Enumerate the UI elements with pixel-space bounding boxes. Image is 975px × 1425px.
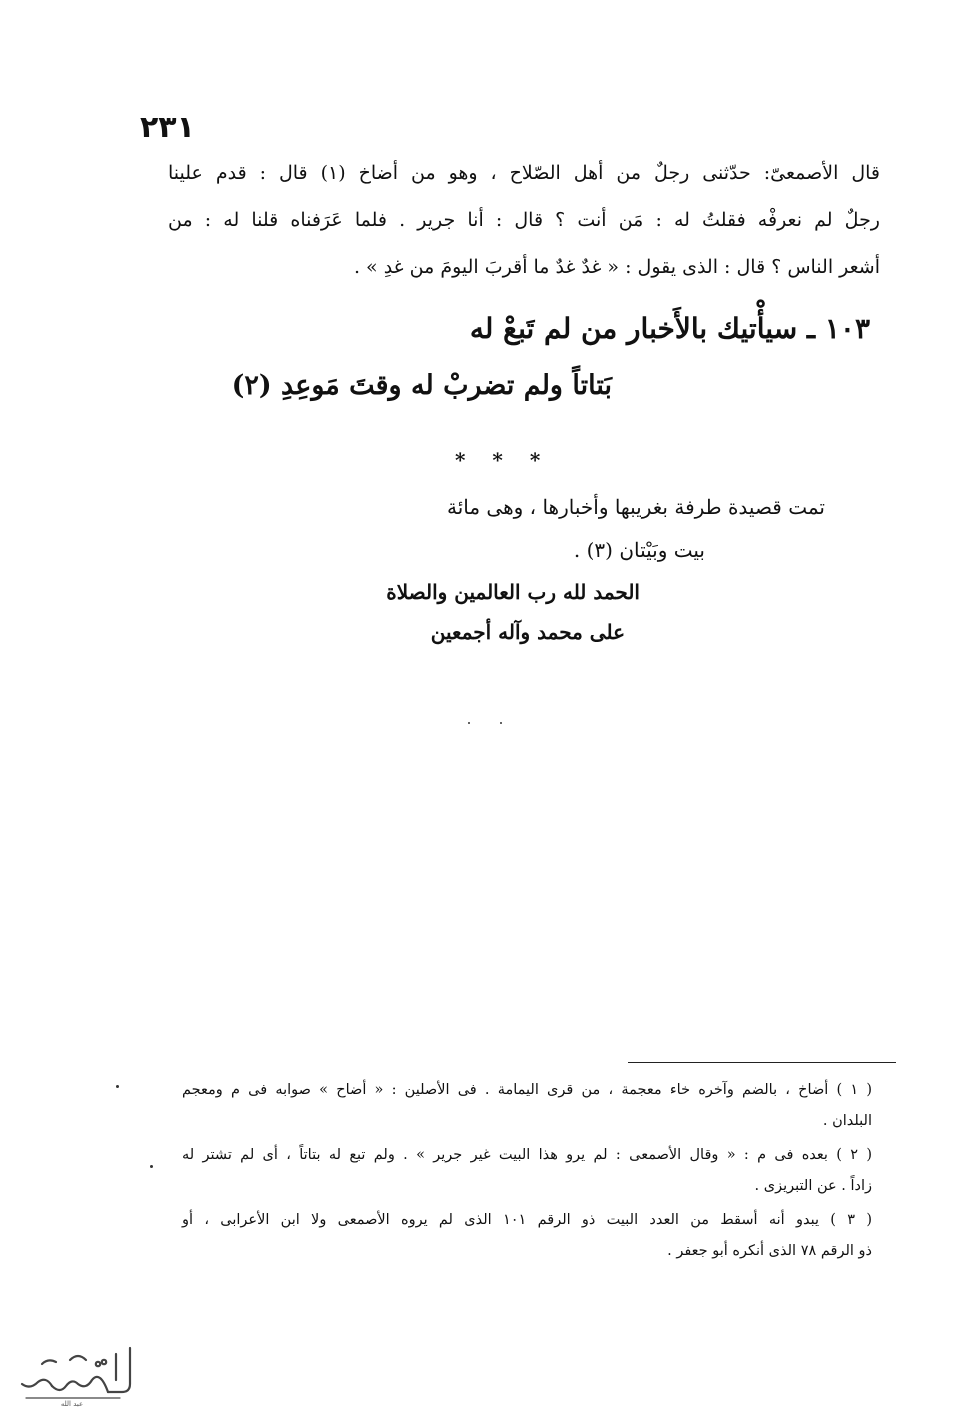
colophon-line: بيت وبَيْتان (٣) . [573, 538, 705, 562]
footnote-2-line: ( ٢ ) بعده فى م : « وقال الأصمعى : لم يرو هذا البيت غير جرير » . ولم تبع له بتاتاً ، أى لم تشتر له [182, 1147, 872, 1163]
footnote-3-line: ( ٣ ) يبدو أنه أسقط من العدد البيت ذو الرقم ١٠١ الذى لم يروه الأصمعى ولا ابن الأعرابى ، أو [182, 1212, 872, 1228]
footnote-3-line: ذو الرقم ٧٨ الذى أنكره أبو جعفر . [667, 1243, 872, 1259]
section-separator: * * * [455, 448, 551, 472]
calligraphy-logo [12, 1340, 142, 1408]
anecdote-paragraph [168, 150, 880, 291]
footnotes [182, 1075, 872, 1267]
scan-speck [500, 722, 502, 724]
logo-subtext: عبد الله [60, 1400, 84, 1408]
colophon-line: الحمد لله رب العالمين والصلاة [386, 580, 640, 604]
scan-speck [116, 1085, 119, 1088]
footnote-divider [628, 1062, 896, 1063]
footnote-2-line: زاداً . عن التبريزى . [754, 1178, 872, 1194]
footnote-1-line: البلدان . [822, 1113, 872, 1129]
colophon-line: على محمد وآله أجمعين [430, 620, 625, 644]
colophon-line: تمت قصيدة طرفة بغريبها وأخبارها ، وهى مائة [446, 495, 825, 519]
paragraph-line: أشعر الناس ؟ قال : الذى يقول : « غدٌ غدٌ ما أقربَ اليومَ من غدِ » . [353, 256, 880, 278]
paragraph-line: قال الأصمعىّ: حدّثنى رجلٌ من أهل الصّلاح ، وهو من أضاخ (١) قال : قدم علينا [168, 162, 880, 184]
verse-line-second: بَتاتاً ولم تضربْ له وقتَ مَوعِدِ (٢) [231, 370, 612, 401]
scan-speck [150, 1165, 153, 1168]
page-number: ٢٣١ [140, 110, 195, 145]
paragraph-line: رجلٌ لم نعرفْه فقلتُ له : مَن أنت ؟ قال : أنا جرير . فلما عَرَفناه قلنا له : من [168, 209, 880, 231]
scan-speck [468, 722, 470, 724]
verse-line-first: ١٠٣ ـ سيأْتيك بالأَخبار من لم تَبعْ له [469, 312, 870, 345]
footnote-1-line: ( ١ ) أضاخ ، بالضم وآخره خاء معجمة ، من قرى اليمامة . فى الأصلين : « أضاح » صوابه فى م ومعجم [182, 1082, 872, 1098]
